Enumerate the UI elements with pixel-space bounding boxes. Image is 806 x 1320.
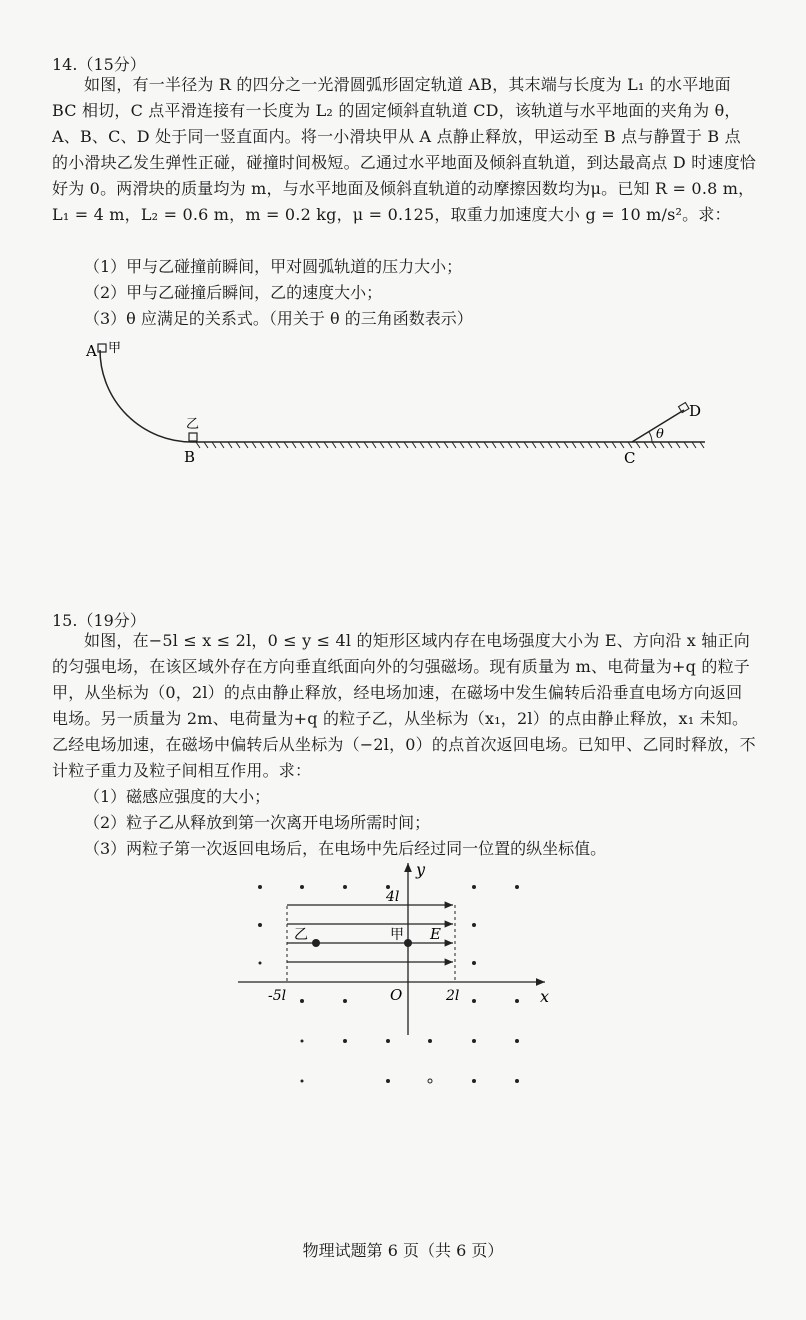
arc-track-ab xyxy=(100,350,192,442)
label-jia: 甲 xyxy=(108,341,122,356)
label-theta: θ xyxy=(656,427,664,442)
question-14-part-3: （3）θ 应满足的关系式。（用关于 θ 的三角函数表示） xyxy=(84,309,473,328)
y-axis-label: y xyxy=(416,860,426,879)
electric-field-lines xyxy=(287,905,453,962)
question-14-part-1: （1）甲与乙碰撞前瞬间，甲对圆弧轨道的压力大小； xyxy=(84,257,463,276)
ground-hatching xyxy=(196,442,704,448)
question-14-heading: 14.（15分） xyxy=(52,55,146,74)
question-14-part-2: （2）甲与乙碰撞后瞬间，乙的速度大小； xyxy=(84,283,383,302)
label-d: D xyxy=(689,402,702,420)
page-footer: 物理试题第 6 页（共 6 页） xyxy=(302,1241,504,1260)
block-yi xyxy=(189,433,197,441)
particle-yi xyxy=(312,939,320,947)
label-b: B xyxy=(184,448,196,466)
label-e: E xyxy=(430,925,441,943)
question-14-body: 如图，有一半径为 R 的四分之一光滑圆弧形固定轨道 AB，其末端与长度为 L₁ 的水平地面 BC 相切，C 点平滑连接有一长度为 L₂ 的固定倾斜直轨道 CD，该轨道与水平地面的夹角为 θ，A、B、C、D 处于同一竖直面内。将一小滑块甲从 A 点静止释放，甲运动至 B 点与静置于 B 点的小滑块乙发生弹性正碰，碰撞时间极短。乙通过水平地面及倾斜直轨道，到达最高点 D 时速度恰好为 0。两滑块的质量均为 m，与水平地面及倾斜直轨道的动摩擦因数均为μ。已知 R = 0.8 m，L₁ = 4 m，L₂ = 0.6 m，m = 0.2 kg，μ = 0.125，取重力加速度大小 g = 10 m/s²。求： xyxy=(52,75,757,224)
block-at-d xyxy=(679,403,689,413)
magnetic-field-dots xyxy=(258,885,519,1083)
x-axis-label: x xyxy=(540,987,550,1006)
question-15-body: 如图，在−5l ≤ x ≤ 2l，0 ≤ y ≤ 4l 的矩形区域内存在电场强度大小为 E、方向沿 x 轴正向的匀强电场，在该区域外存在方向垂直纸面向外的匀强磁场。现有质量为 m、电荷量为+q 的粒子甲，从坐标为（0，2l）的点由静止释放，经电场加速，在磁场中发生偏转后沿垂直电场方向返回电场。另一质量为 2m、电荷量为+q 的粒子乙，从坐标为（x₁，2l）的点由静止释放，x₁ 未知。乙经电场加速，在磁场中偏转后从坐标为（−2l，0）的点首次返回电场。已知甲、乙同时释放，不计粒子重力及粒子间相互作用。求： xyxy=(52,631,756,780)
label-neg5l: -5l xyxy=(268,988,287,1004)
question-15-heading: 15.（19分） xyxy=(52,611,146,630)
question-15-part-2: （2）粒子乙从释放到第一次离开电场所需时间； xyxy=(84,813,431,832)
angle-arc xyxy=(649,432,652,442)
question-14-figure xyxy=(0,330,806,480)
particle-jia xyxy=(404,939,412,947)
label-a: A xyxy=(86,342,97,360)
label-2l: 2l xyxy=(446,988,460,1004)
question-15-part-1: （1）磁感应强度的大小； xyxy=(84,787,271,806)
question-15-figure xyxy=(0,855,806,1095)
label-particle-yi: 乙 xyxy=(294,927,308,943)
label-4l: 4l xyxy=(386,889,400,905)
label-particle-jia: 甲 xyxy=(390,927,404,943)
label-origin: O xyxy=(390,986,403,1004)
block-jia xyxy=(98,344,106,352)
label-yi: 乙 xyxy=(186,417,200,432)
question-15-part-3: （3）两粒子第一次返回电场后，在电场中先后经过同一位置的纵坐标值。 xyxy=(84,839,607,858)
label-c: C xyxy=(624,449,636,467)
